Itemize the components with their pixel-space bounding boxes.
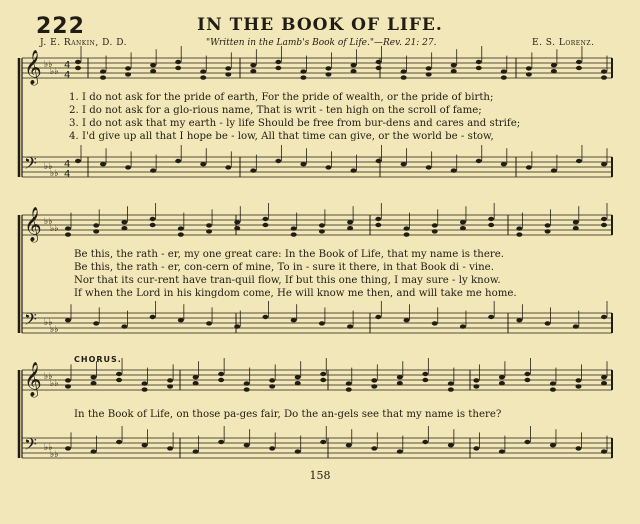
bass-note bbox=[426, 165, 432, 169]
bass-note bbox=[401, 162, 407, 166]
treble-note bbox=[275, 60, 281, 64]
treble-note bbox=[401, 75, 407, 79]
treble-note bbox=[573, 220, 579, 224]
treble-note bbox=[451, 69, 457, 73]
treble-note bbox=[426, 66, 432, 70]
treble-note bbox=[346, 381, 352, 385]
hymn-title: IN THE BOOK OF LIFE. bbox=[197, 15, 443, 35]
treble-note bbox=[150, 223, 156, 227]
bass-note bbox=[575, 446, 581, 450]
bass-note bbox=[488, 315, 494, 319]
treble-note bbox=[93, 223, 99, 227]
bass-note bbox=[116, 440, 122, 444]
treble-note bbox=[397, 381, 403, 385]
bass-note bbox=[576, 159, 582, 163]
bass-note bbox=[93, 321, 99, 325]
bass-note bbox=[295, 449, 301, 453]
treble-note bbox=[404, 232, 410, 236]
treble-note bbox=[65, 232, 71, 236]
key-signature-bass-icon: ♭♭ bbox=[44, 443, 53, 453]
bass-note bbox=[175, 159, 181, 163]
treble-note bbox=[291, 232, 297, 236]
treble-note bbox=[275, 66, 281, 70]
bass-note bbox=[244, 443, 250, 447]
key-signature-bass-icon: ♭♭ bbox=[44, 318, 53, 328]
bass-note bbox=[100, 162, 106, 166]
treble-note bbox=[545, 223, 551, 227]
treble-note bbox=[575, 378, 581, 382]
treble-note bbox=[167, 378, 173, 382]
bass-note bbox=[432, 321, 438, 325]
bass-note bbox=[573, 324, 579, 328]
treble-note bbox=[601, 223, 607, 227]
treble-note bbox=[346, 387, 352, 391]
treble-note bbox=[319, 223, 325, 227]
bass-clef-icon: 𝄢 bbox=[24, 309, 37, 333]
bass-note bbox=[501, 162, 507, 166]
treble-note bbox=[262, 217, 268, 221]
bass-note bbox=[225, 165, 231, 169]
refrain-line-2: Be this, the rath - er, con-cern of mine, To in - sure it there, in that Book di - vine. bbox=[74, 262, 494, 273]
verse-1-lyric: 1. I do not ask for the pride of earth, For the pride of wealth, or the pride of birth; bbox=[69, 92, 494, 103]
treble-note bbox=[401, 69, 407, 73]
bass-note bbox=[178, 318, 184, 322]
treble-note bbox=[488, 223, 494, 227]
treble-note bbox=[404, 226, 410, 230]
bass-note bbox=[275, 159, 281, 163]
treble-note bbox=[100, 69, 106, 73]
key-signature-treble-icon: ♭♭ bbox=[44, 217, 53, 227]
time-signature-top: 4 bbox=[64, 60, 71, 71]
bass-note bbox=[234, 324, 240, 328]
treble-note bbox=[206, 223, 212, 227]
treble-note bbox=[351, 63, 357, 67]
time-signature-bottom: 4 bbox=[64, 169, 71, 180]
treble-note bbox=[371, 378, 377, 382]
treble-note bbox=[178, 226, 184, 230]
bass-clef-icon: 𝄢 bbox=[24, 153, 37, 177]
verse-2-lyric: 2. I do not ask for a glo-rious name, That is writ - ten high on the scroll of fame; bbox=[69, 105, 482, 116]
bass-note bbox=[291, 318, 297, 322]
treble-note bbox=[516, 232, 522, 236]
treble-note bbox=[550, 387, 556, 391]
hymn-number: 222 bbox=[36, 14, 85, 39]
treble-note bbox=[550, 381, 556, 385]
key-signature-bass-icon: ♭♭ bbox=[44, 162, 53, 172]
treble-note bbox=[319, 229, 325, 233]
treble-note bbox=[576, 60, 582, 64]
bass-clef-icon: 𝄢 bbox=[24, 434, 37, 458]
key-signature-treble-icon: ♭♭ bbox=[50, 379, 59, 389]
treble-note bbox=[121, 220, 127, 224]
key-signature-treble-icon: ♭♭ bbox=[44, 372, 53, 382]
bass-note bbox=[448, 443, 454, 447]
refrain-line-1: Be this, the rath - er, my one great care: In the Book of Life, that my name is there. bbox=[74, 249, 505, 260]
treble-note bbox=[269, 378, 275, 382]
page-number: 158 bbox=[309, 469, 331, 482]
treble-note bbox=[262, 223, 268, 227]
bass-note bbox=[250, 168, 256, 172]
treble-note bbox=[524, 378, 530, 382]
bass-note bbox=[269, 446, 275, 450]
treble-note bbox=[218, 372, 224, 376]
bass-note bbox=[601, 162, 607, 166]
bass-note bbox=[476, 159, 482, 163]
bass-note bbox=[516, 318, 522, 322]
bass-note bbox=[75, 159, 81, 163]
treble-note bbox=[376, 60, 382, 64]
scripture-epigraph: "Written in the Lamb's Book of Life."—Rev. 21: 27. bbox=[206, 38, 437, 48]
bass-note bbox=[206, 321, 212, 325]
treble-note bbox=[448, 381, 454, 385]
bass-note bbox=[150, 315, 156, 319]
bass-note bbox=[325, 165, 331, 169]
treble-note bbox=[575, 384, 581, 388]
treble-note bbox=[501, 75, 507, 79]
bass-note bbox=[473, 446, 479, 450]
treble-note bbox=[234, 226, 240, 230]
bass-note bbox=[65, 446, 71, 450]
treble-note bbox=[125, 72, 131, 76]
bass-note bbox=[193, 449, 199, 453]
time-signature-top: 4 bbox=[64, 159, 71, 170]
treble-note bbox=[116, 372, 122, 376]
treble-note bbox=[167, 384, 173, 388]
treble-note bbox=[244, 381, 250, 385]
composer-credit: E. S. Lorenz. bbox=[532, 38, 595, 48]
treble-note bbox=[300, 69, 306, 73]
bass-note bbox=[121, 324, 127, 328]
treble-note bbox=[91, 375, 97, 379]
bass-note bbox=[601, 315, 607, 319]
treble-note bbox=[448, 387, 454, 391]
treble-note bbox=[225, 66, 231, 70]
treble-clef-icon: 𝄞 bbox=[24, 362, 42, 397]
treble-note bbox=[397, 375, 403, 379]
author-credit: J. E. Rankin, D. D. bbox=[40, 38, 127, 48]
treble-note bbox=[100, 75, 106, 79]
treble-note bbox=[206, 229, 212, 233]
treble-note bbox=[501, 69, 507, 73]
treble-note bbox=[91, 381, 97, 385]
treble-note bbox=[451, 63, 457, 67]
treble-note bbox=[93, 229, 99, 233]
verse-3-lyric: 3. I do not ask that my earth - ly life Should be free from bur-dens and cares and strife; bbox=[69, 118, 521, 129]
bass-note bbox=[371, 446, 377, 450]
bass-note bbox=[397, 449, 403, 453]
treble-note bbox=[426, 72, 432, 76]
treble-note bbox=[601, 75, 607, 79]
treble-note bbox=[422, 378, 428, 382]
bass-note bbox=[200, 162, 206, 166]
treble-note bbox=[300, 75, 306, 79]
treble-note bbox=[75, 60, 81, 64]
bass-note bbox=[125, 165, 131, 169]
treble-note bbox=[325, 66, 331, 70]
treble-note bbox=[499, 381, 505, 385]
treble-note bbox=[347, 220, 353, 224]
treble-note bbox=[291, 226, 297, 230]
treble-note bbox=[244, 387, 250, 391]
key-signature-treble-icon: ♭♭ bbox=[50, 224, 59, 234]
treble-note bbox=[573, 226, 579, 230]
key-signature-bass-icon: ♭♭ bbox=[50, 450, 59, 460]
treble-note bbox=[351, 69, 357, 73]
treble-note bbox=[320, 378, 326, 382]
bass-note bbox=[376, 159, 382, 163]
bass-note bbox=[524, 440, 530, 444]
key-signature-treble-icon: ♭♭ bbox=[44, 60, 53, 70]
treble-note bbox=[422, 372, 428, 376]
treble-note bbox=[65, 384, 71, 388]
treble-note bbox=[225, 72, 231, 76]
refrain-line-4: If when the Lord in his kingdom come, He will know me then, and will take me home. bbox=[74, 288, 517, 299]
treble-note bbox=[524, 372, 530, 376]
treble-note bbox=[200, 75, 206, 79]
bass-note bbox=[601, 449, 607, 453]
treble-note bbox=[375, 223, 381, 227]
treble-note bbox=[516, 226, 522, 230]
verse-4-lyric: 4. I'd give up all that I hope be - low, All that time can give, or the world be - stow, bbox=[69, 131, 494, 142]
treble-note bbox=[371, 384, 377, 388]
treble-note bbox=[218, 378, 224, 382]
treble-note bbox=[551, 69, 557, 73]
treble-note bbox=[295, 375, 301, 379]
treble-note bbox=[75, 66, 81, 70]
bass-note bbox=[526, 165, 532, 169]
treble-note bbox=[325, 72, 331, 76]
bass-note bbox=[300, 162, 306, 166]
treble-note bbox=[193, 375, 199, 379]
bass-note bbox=[142, 443, 148, 447]
bass-note bbox=[499, 449, 505, 453]
bass-note bbox=[351, 168, 357, 172]
bass-note bbox=[320, 440, 326, 444]
treble-clef-icon: 𝄞 bbox=[24, 207, 42, 242]
key-signature-treble-icon: ♭♭ bbox=[50, 67, 59, 77]
treble-note bbox=[473, 384, 479, 388]
bass-note bbox=[218, 440, 224, 444]
treble-note bbox=[150, 217, 156, 221]
chorus-label: CHORUS. bbox=[74, 355, 122, 364]
bass-note bbox=[545, 321, 551, 325]
bass-note bbox=[91, 449, 97, 453]
treble-note bbox=[65, 226, 71, 230]
treble-note bbox=[432, 223, 438, 227]
treble-note bbox=[269, 384, 275, 388]
treble-note bbox=[142, 381, 148, 385]
treble-note bbox=[551, 63, 557, 67]
treble-note bbox=[601, 69, 607, 73]
treble-note bbox=[250, 69, 256, 73]
treble-note bbox=[460, 220, 466, 224]
treble-note bbox=[320, 372, 326, 376]
treble-note bbox=[526, 72, 532, 76]
treble-note bbox=[116, 378, 122, 382]
treble-note bbox=[295, 381, 301, 385]
bass-note bbox=[262, 315, 268, 319]
bass-note bbox=[422, 440, 428, 444]
treble-note bbox=[200, 69, 206, 73]
chorus-lyric: In the Book of Life, on those pa-ges fair, Do the an-gels see that my name is there? bbox=[74, 409, 502, 420]
treble-note bbox=[175, 66, 181, 70]
treble-note bbox=[234, 220, 240, 224]
bass-note bbox=[375, 315, 381, 319]
treble-note bbox=[193, 381, 199, 385]
treble-note bbox=[488, 217, 494, 221]
treble-note bbox=[375, 217, 381, 221]
treble-note bbox=[150, 69, 156, 73]
treble-note bbox=[526, 66, 532, 70]
treble-note bbox=[65, 378, 71, 382]
bass-note bbox=[551, 168, 557, 172]
key-signature-bass-icon: ♭♭ bbox=[50, 325, 59, 335]
bass-note bbox=[65, 318, 71, 322]
treble-note bbox=[150, 63, 156, 67]
treble-note bbox=[178, 232, 184, 236]
treble-note bbox=[545, 229, 551, 233]
treble-note bbox=[576, 66, 582, 70]
treble-note bbox=[601, 375, 607, 379]
treble-note bbox=[250, 63, 256, 67]
bass-note bbox=[346, 443, 352, 447]
treble-note bbox=[476, 60, 482, 64]
treble-note bbox=[347, 226, 353, 230]
bass-note bbox=[550, 443, 556, 447]
treble-note bbox=[121, 226, 127, 230]
treble-note bbox=[432, 229, 438, 233]
treble-note bbox=[476, 66, 482, 70]
bass-note bbox=[167, 446, 173, 450]
treble-note bbox=[460, 226, 466, 230]
bass-note bbox=[404, 318, 410, 322]
treble-note bbox=[376, 66, 382, 70]
bass-note bbox=[451, 168, 457, 172]
key-signature-bass-icon: ♭♭ bbox=[50, 169, 59, 179]
bass-note bbox=[347, 324, 353, 328]
refrain-line-3: Nor that its cur-rent have tran-quil flow, If but this one thing, I may sure - ly know. bbox=[74, 275, 501, 286]
bass-note bbox=[460, 324, 466, 328]
treble-note bbox=[473, 378, 479, 382]
treble-clef-icon: 𝄞 bbox=[24, 50, 42, 85]
bass-note bbox=[150, 168, 156, 172]
treble-note bbox=[601, 381, 607, 385]
treble-note bbox=[499, 375, 505, 379]
treble-note bbox=[142, 387, 148, 391]
treble-note bbox=[125, 66, 131, 70]
treble-note bbox=[175, 60, 181, 64]
treble-note bbox=[601, 217, 607, 221]
bass-note bbox=[319, 321, 325, 325]
time-signature-bottom: 4 bbox=[64, 70, 71, 81]
